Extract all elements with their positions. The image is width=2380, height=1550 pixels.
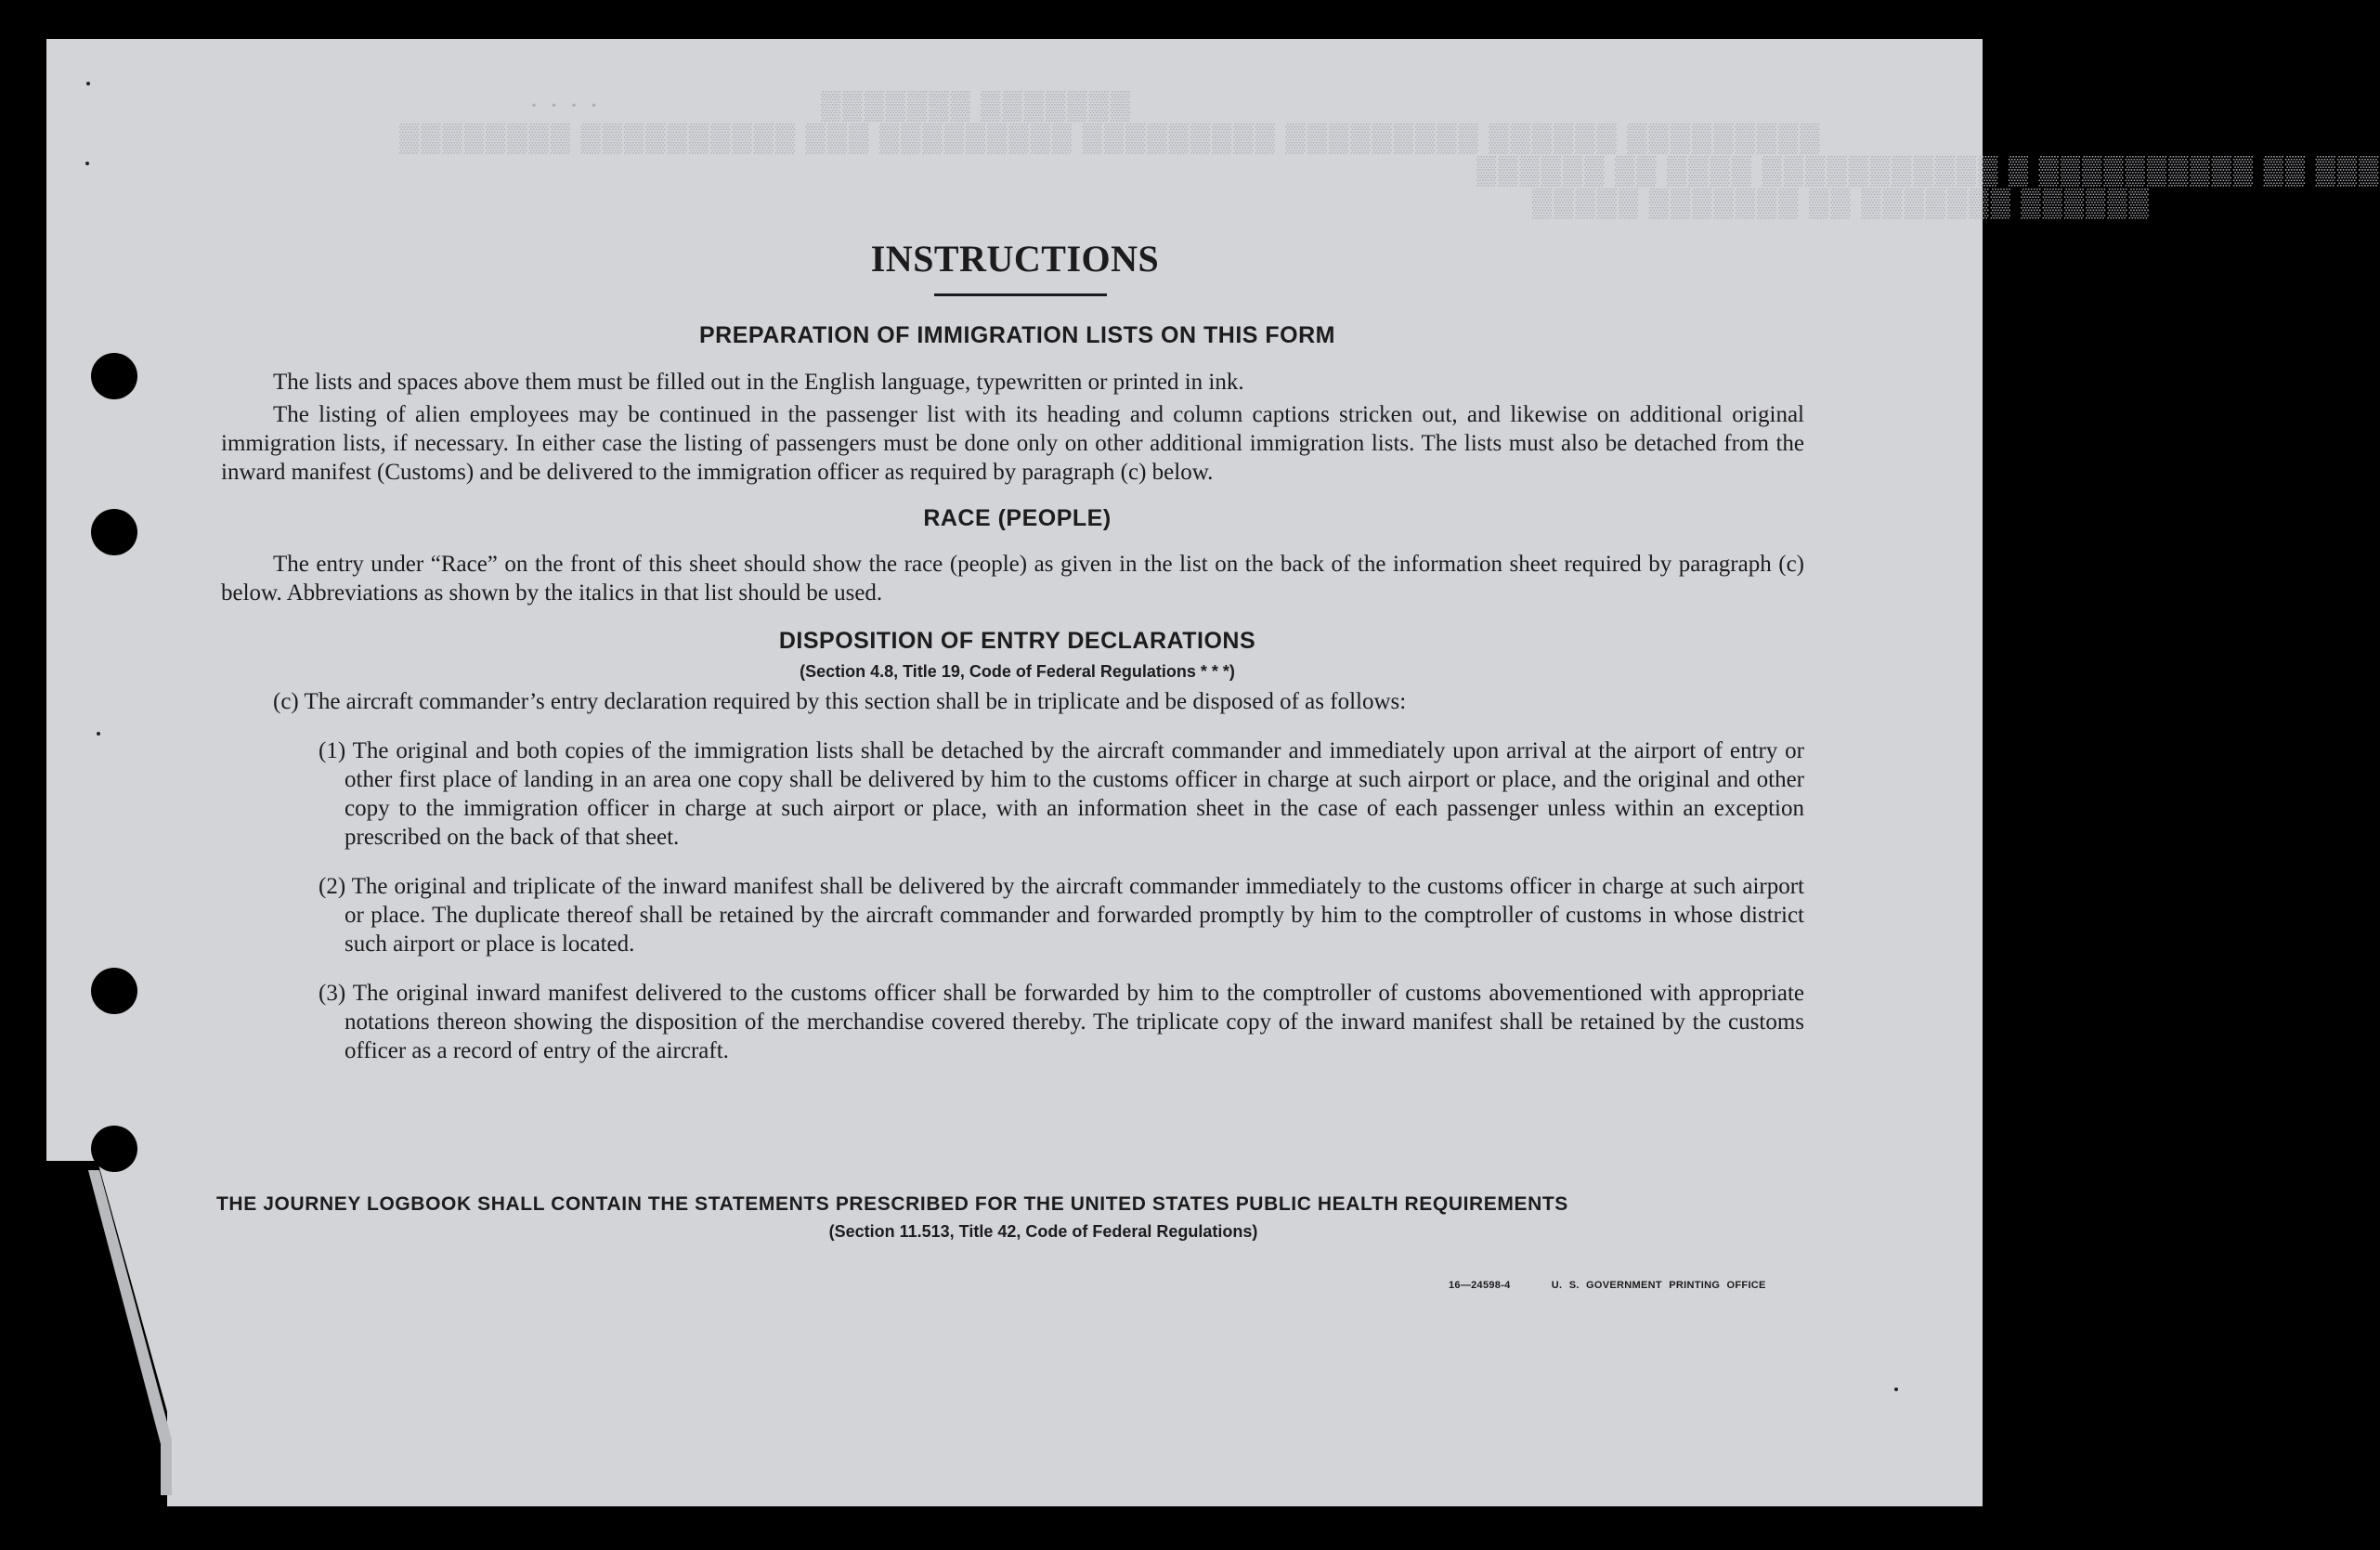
paragraph: The listing of alien employees may be continued in the passenger list with its heading and column captions stricken out, and likewise on additional original immigration lists, if necessary. In either case the listing of passengers must be done only on other additional immigration lists. The lists must also be detached from the inward manifest (Customs) and be delivered to the immigration officer as required by paragraph (c) below. bbox=[221, 402, 1804, 485]
section-heading-race: RACE (PEOPLE) bbox=[923, 505, 1112, 531]
section-heading-preparation: PREPARATION OF IMMIGRATION LISTS ON THIS FORM bbox=[699, 322, 1335, 348]
instructions-body bbox=[221, 237, 1804, 1065]
health-requirements-statement: THE JOURNEY LOGBOOK SHALL CONTAIN THE STATEMENTS PRESCRIBED FOR THE UNITED STATES PUBLIC HEALTH REQUIREMENTS bbox=[216, 1193, 1568, 1215]
binder-hole bbox=[91, 968, 137, 1014]
speck bbox=[86, 82, 90, 85]
printer-imprint bbox=[1449, 1280, 1766, 1291]
paragraph: (c) The aircraft commander’s entry declaration required by this section shall be in triplicate and be disposed of as follows: bbox=[273, 689, 1407, 714]
bleed-through-text: · · · · ▒▒▒▒▒▒▒ ▒▒▒▒▒▒▒ bbox=[529, 90, 1133, 121]
list-item: (2) The original and triplicate of the inward manifest shall be delivered by the aircraft commander immediately to the customs officer in charge at such airport or place. The duplicate thereof shall be retained by the aircraft commander and forwarded promptly by him to the comptroller of customs in whose district such airport or place is located. bbox=[319, 874, 1804, 957]
binder-hole bbox=[91, 353, 137, 399]
section-heading-disposition: DISPOSITION OF ENTRY DECLARATIONS bbox=[778, 628, 1256, 654]
bleed-through-text: ▒▒▒▒▒▒ ▒▒ ▒▒▒▒ ▒▒▒▒▒▒▒▒▒▒▒ ▒ ▒▒▒▒▒▒▒▒▒▒ ▒▒ ▒▒▒ bbox=[1476, 155, 2380, 186]
bleed-through-text: ▒▒▒▒▒ ▒▒▒▒▒▒▒ ▒▒ ▒▒▒▒▒▒▒ ▒▒▒▒▒▒ bbox=[1532, 188, 2151, 218]
binder-hole bbox=[91, 509, 137, 555]
print-code: 16—24598-4 bbox=[1449, 1280, 1511, 1291]
list-item: (3) The original inward manifest delivered to the customs officer shall be forwarded by him to the comptroller of customs abovementioned with appropriate notations thereon showing the disposition of the merchandise covered thereby. The triplicate copy of the inward manifest shall be retained by the customs officer as a record of entry of the aircraft. bbox=[319, 981, 1804, 1063]
speck bbox=[1894, 1387, 1898, 1391]
paragraph: The lists and spaces above them must be filled out in the English language, typewritten or printed in ink. bbox=[273, 370, 1244, 395]
health-requirements-citation: (Section 11.513, Title 42, Code of Federal Regulations) bbox=[828, 1222, 1258, 1241]
paragraph: The entry under “Race” on the front of this sheet should show the race (people) as given in the list on the back of the information sheet required by paragraph (c) below. Abbreviations as shown by the italics in that list should be used. bbox=[221, 552, 1804, 606]
list-item: (1) The original and both copies of the immigration lists shall be detached by the aircraft commander and immediately upon arrival at the airport of entry or other first place of landing in an area one copy shall be delivered by him to the customs officer in charge at such airport or place, and the original and other copy to the immigration officer in charge at such airport or place, with an information sheet in the case of each passenger unless within an exception prescribed on the back of that sheet. bbox=[319, 738, 1804, 850]
section-citation: (Section 4.8, Title 19, Code of Federal Regulations * * *) bbox=[800, 662, 1235, 681]
page-title: INSTRUCTIONS bbox=[870, 238, 1160, 280]
speck bbox=[85, 162, 89, 165]
printer-name: U. S. GOVERNMENT PRINTING OFFICE bbox=[1551, 1280, 1766, 1291]
bleed-through-text: ▒▒▒▒▒▒▒▒ ▒▒▒▒▒▒▒▒▒▒ ▒▒▒ ▒▒▒▒▒▒▒▒▒ ▒▒▒▒▒▒▒▒▒ ▒▒▒▒▒▒▒▒▒ ▒▒▒▒▒▒ ▒▒▒▒▒▒▒▒▒ bbox=[399, 123, 1822, 153]
title-underline bbox=[934, 293, 1107, 296]
speck bbox=[97, 732, 100, 736]
